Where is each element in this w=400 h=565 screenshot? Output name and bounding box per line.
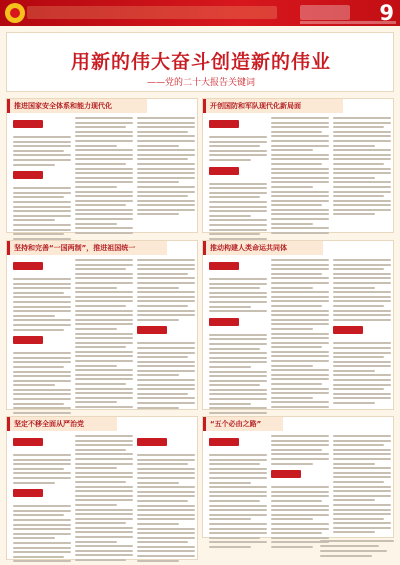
section-national-security: [6, 98, 198, 233]
article-column: [137, 117, 195, 218]
expert-tag: [13, 336, 43, 344]
issue-date: [300, 21, 396, 24]
article-column: [75, 117, 133, 236]
article-column: [137, 435, 195, 564]
party-emblem-icon: [5, 3, 25, 23]
section-shared-future: [202, 240, 394, 410]
expert-tag: [271, 470, 301, 478]
article-column: [13, 117, 71, 251]
section-title: 坚持和完善“一国两制”，推进祖国统一: [7, 241, 167, 255]
article-column: [271, 435, 329, 550]
expert-tag: [13, 171, 43, 179]
report-tag: [13, 438, 43, 446]
section-title: 坚定不移全面从严治党: [7, 417, 117, 431]
expert-tag: [209, 167, 239, 175]
article-column: [13, 435, 71, 565]
section-five-musts: [202, 416, 394, 538]
expert-tag: [137, 326, 167, 334]
article-column: [75, 259, 133, 411]
article-column: [333, 259, 391, 407]
expert-tag: [333, 326, 363, 334]
section-one-country-two-systems: [6, 240, 198, 410]
section-title: “五个必由之路”: [203, 417, 283, 431]
section-national-defense: [202, 98, 394, 233]
headline-area: [6, 32, 394, 92]
editor-credits: [320, 540, 394, 560]
article-column: [271, 117, 329, 236]
article-column: [209, 435, 267, 550]
report-tag: [209, 120, 239, 128]
article-column: [271, 259, 329, 411]
expert-tag: [13, 489, 43, 497]
article-column: [137, 259, 195, 411]
section-party-governance: [6, 416, 198, 560]
article-column: [209, 117, 267, 251]
page-number: 9: [379, 1, 394, 25]
article-column: [75, 435, 133, 564]
expert-tag: [209, 318, 239, 326]
report-tag: [209, 262, 239, 270]
expert-tag: [137, 438, 167, 446]
page-subtitle: ——党的二十大报告关键词: [146, 78, 255, 88]
article-column: [13, 259, 71, 435]
article-column: [209, 259, 267, 430]
page-title: 用新的伟大奋斗创造新的伟业: [70, 51, 331, 73]
report-tag: [13, 120, 43, 128]
section-title: 推进国家安全体系和能力现代化: [7, 99, 147, 113]
article-column: [333, 435, 391, 536]
article-column: [333, 117, 391, 218]
report-tag: [13, 262, 43, 270]
section-title: 推动构建人类命运共同体: [203, 241, 323, 255]
report-tag: [209, 438, 239, 446]
masthead-logo: [300, 5, 350, 20]
section-title: 开创国防和军队现代化新局面: [203, 99, 343, 113]
column-slogan: [27, 6, 277, 19]
top-banner: [0, 0, 400, 26]
